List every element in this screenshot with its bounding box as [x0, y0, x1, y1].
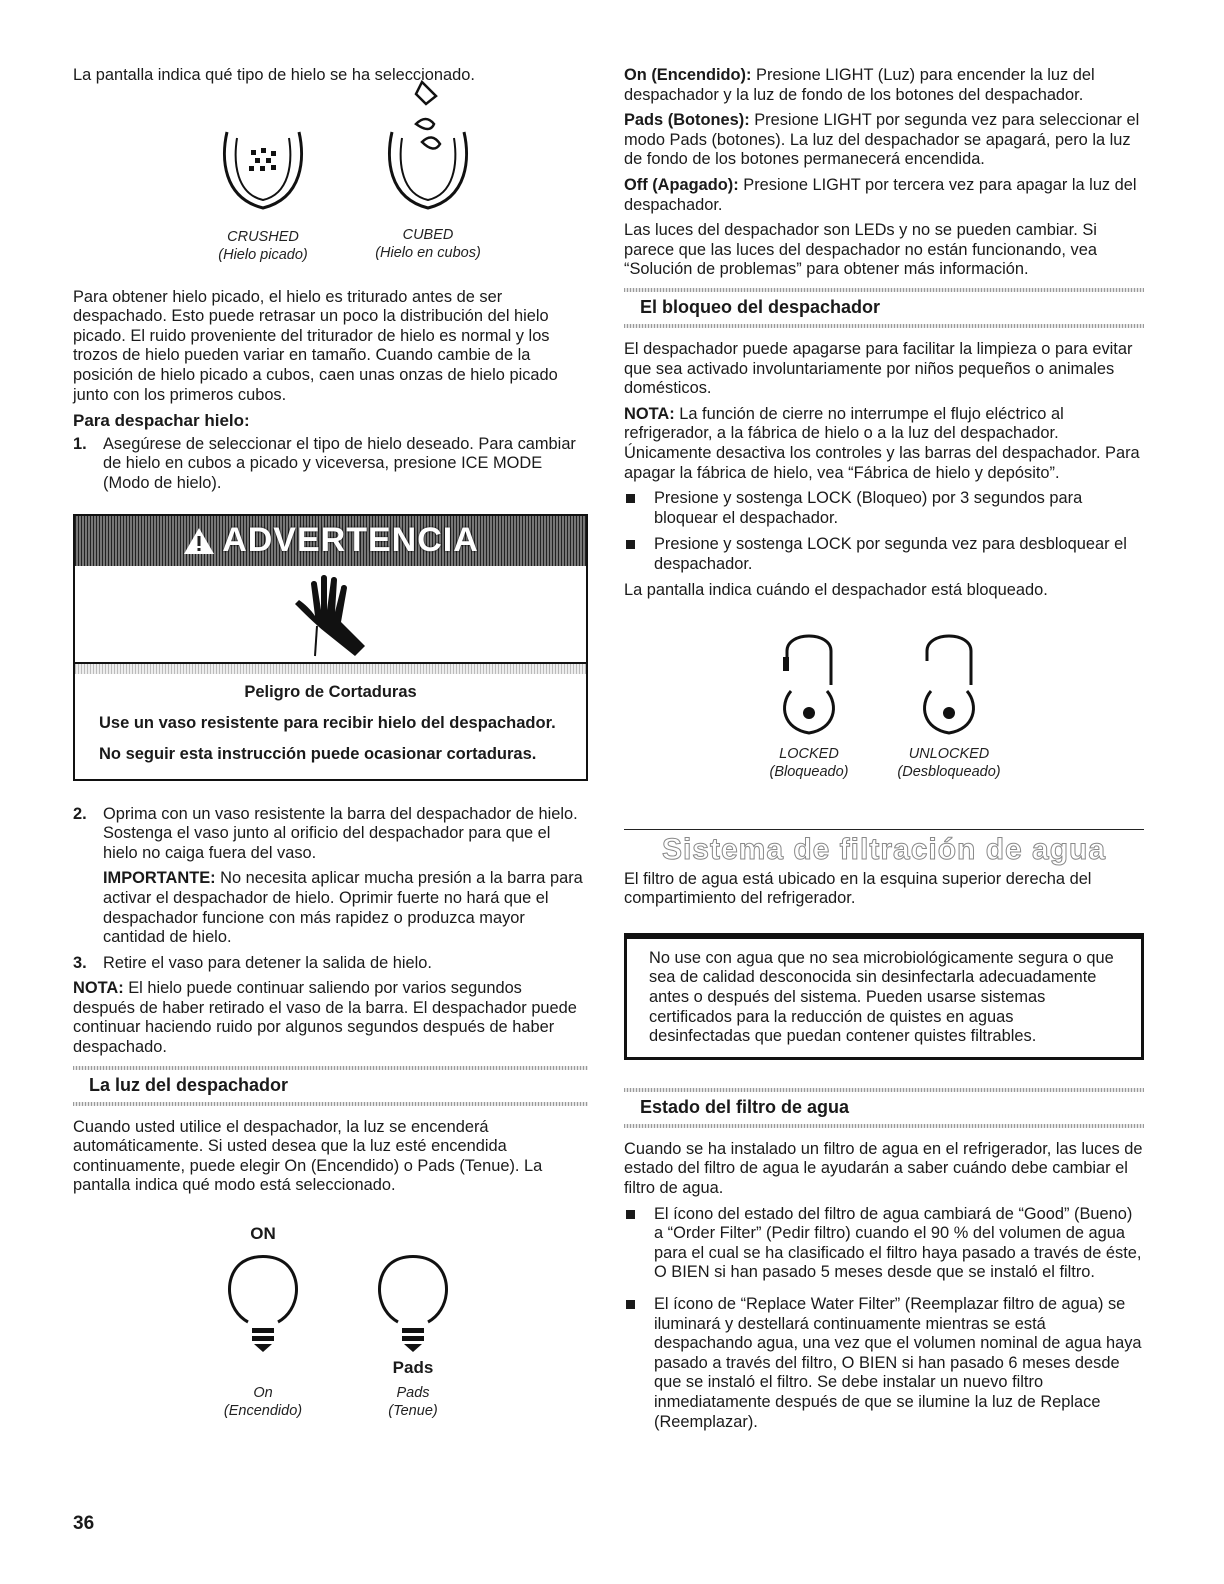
lock-note-text: La función de cierre no interrumpe el flujo eléctrico al refrigerador, a la fábrica de hielo o a la luz del despachador. Únicamente desactiva los controles y las barras del despachador. Para apagar la fábrica de hielo, vea “Fábrica de hielo y depósito”.: [624, 404, 1140, 482]
pads-mode-label: Pads (Botones):: [624, 111, 750, 130]
dispense-heading: Para despachar hielo:: [73, 411, 250, 431]
light-pads-figure: [343, 1224, 483, 1420]
step-1: [73, 435, 588, 494]
pads-mode-text: [624, 111, 1144, 170]
lock-bullet: Presione y sostenga LOCK por segunda vez para desbloquear el despachador.: [624, 535, 1144, 574]
cut-hazard-picture: [75, 566, 586, 664]
unlocked-sublabel: (Desbloqueado): [897, 764, 1001, 781]
ice-intro: La pantalla indica qué tipo de hielo se ha seleccionado.: [73, 66, 475, 84]
on-mode-description: Presione LIGHT (Luz) para encender la luz del despachador y la luz de fondo de los botones del despachador.: [624, 66, 1095, 104]
filter-caution-text: No use con agua que no sea microbiológicamente segura o que sea de calidad desconocida sin desinfectarla adecuadamente antes o después del sistema. Pueden usarse sistemas certificados para la reducción de quistes en aguas desinfectadas que puedan contener quistes filtrables.: [649, 948, 1114, 1046]
light-pads-label: Pads: [396, 1385, 430, 1402]
step-3-number: 3.: [73, 953, 87, 972]
off-mode-text: [624, 176, 1144, 215]
filter-caution-box: [624, 933, 1144, 1060]
unlocked-label: UNLOCKED: [908, 746, 990, 763]
lock-heading: El bloqueo del despachador: [640, 296, 881, 317]
leds-paragraph: Las luces del despachador son LEDs y no se pueden cambiar. Si parece que las luces del despachador no están funcionando, vea “Solución de problemas” para obtener más información.: [624, 221, 1097, 279]
step-2-number: 2.: [73, 804, 87, 823]
lock-icons: [624, 621, 1144, 821]
important-label: IMPORTANTE:: [103, 869, 216, 888]
unlocked-figure: [884, 621, 1014, 781]
dispense-steps-b: [73, 805, 588, 974]
warning-hazard-title: Peligro de Cortaduras: [244, 682, 417, 701]
light-bulb-pads-icon: [368, 1248, 458, 1358]
light-on-top-label: ON: [250, 1224, 276, 1244]
step-3-text: Retire el vaso para detener la salida de hielo.: [103, 953, 432, 972]
ice-note: [73, 979, 588, 1057]
step-2-text: Oprima con un vaso resistente la barra del despachador de hielo. Sostenga el vaso junto al orificio del despachador para que el hielo no caiga fuera del vaso.: [103, 804, 578, 862]
light-pads-sublabel: (Tenue): [388, 1403, 438, 1420]
crushed-glass-icon: [213, 98, 313, 218]
filter-status-section-heading: [624, 1086, 1144, 1130]
light-heading: La luz del despachador: [89, 1074, 289, 1095]
right-column: [624, 66, 1144, 1439]
step-1-text: Asegúrese de seleccionar el tipo de hielo deseado. Para cambiar de hielo en cubos a picado y viceversa, presione ICE MODE (Modo de hielo).: [103, 434, 576, 492]
crushed-ice-figure: [193, 98, 333, 264]
filter-section-rule: [624, 829, 1144, 830]
light-mode-icons: [73, 1204, 588, 1454]
locked-padlock-icon: [769, 621, 849, 741]
light-bulb-on-icon: [218, 1248, 308, 1358]
light-on-figure: [193, 1224, 333, 1420]
warning-divider: [75, 664, 586, 674]
locked-label: LOCKED: [779, 746, 839, 763]
left-column: [73, 66, 588, 1454]
warning-title: ADVERTENCIA: [222, 520, 479, 559]
lock-bullet: Presione y sostenga LOCK (Bloqueo) por 3 segundos para bloquear el despachador.: [624, 489, 1144, 528]
light-on-label: On: [253, 1385, 273, 1402]
lock-display-text: La pantalla indica cuándo el despachador está bloqueado.: [624, 581, 1048, 600]
step-1-number: 1.: [73, 434, 87, 453]
warning-body: [75, 674, 586, 779]
ice-note-label: NOTA:: [73, 979, 124, 998]
step-2: [73, 805, 588, 948]
lock-paragraph: El despachador puede apagarse para facilitar la limpieza o para evitar que sea activado involuntariamente por niños pequeños o animales domésticos.: [624, 339, 1133, 398]
warning-triangle-icon: [182, 526, 216, 556]
filter-status-heading: Estado del filtro de agua: [640, 1096, 850, 1117]
light-paragraph: Cuando usted utilice el despachador, la luz se encenderá automáticamente. Si usted desea que la luz esté encendida continuamente, puede elegir On (Encendido) o Pads (Tenue). La pantalla indica qué modo está seleccionado.: [73, 1117, 543, 1195]
lock-bullets: [624, 489, 1144, 574]
filter-status-bullets: [624, 1205, 1144, 1433]
crushed-paragraph: Para obtener hielo picado, el hielo es triturado antes de ser despachado. Esto puede retrasar un poco la distribución del hielo picado. El ruido proveniente del triturador de hielo es normal y los trozos de hielo pueden variar en tamaño. Cuando cambie de la posición de hielo picado a cubos, caen unas onzas de hielo picado junto con los primeros cubos.: [73, 287, 558, 404]
filter-section-title: Sistema de filtración de agua: [661, 833, 1107, 867]
cubed-glass-icon: [378, 78, 478, 218]
crushed-label: CRUSHED: [227, 228, 299, 245]
unlocked-padlock-icon: [909, 621, 989, 741]
step-3: [73, 954, 588, 974]
on-mode-label: On (Encendido):: [624, 66, 752, 84]
on-mode-text: [624, 66, 1144, 105]
off-mode-description: Presione LIGHT por tercera vez para apagar la luz del despachador.: [624, 175, 1137, 214]
warning-line-1: Use un vaso resistente para recibir hielo del despachador.: [99, 713, 556, 732]
warning-line-2: No seguir esta instrucción puede ocasionar cortaduras.: [99, 744, 537, 763]
pads-mode-description: Presione LIGHT por segunda vez para seleccionar el modo Pads (botones). La luz del despachador se apagará, pero la luz de fondo de los botones permanecerá encendida.: [624, 111, 1140, 169]
filter-status-bullet: El ícono de “Replace Water Filter” (Reemplazar filtro de agua) se iluminará y destellará continuamente mientras se está despachando agua, una vez que el volumen nominal de agua haya pasado a través del filtro, O BIEN si han pasado 6 meses desde que se instaló el filtro. Se debe instalar un nuevo filtro inmediatamente después de que se ilumine la luz de Replace (Reemplazar).: [624, 1295, 1144, 1432]
lock-note: [624, 405, 1144, 483]
ice-type-icons: [73, 98, 588, 274]
locked-figure: [759, 621, 859, 781]
crushed-sublabel: (Hielo picado): [218, 246, 308, 263]
lock-note-label: NOTA:: [624, 404, 675, 423]
warning-header: [75, 516, 586, 566]
cubed-label: CUBED: [402, 226, 454, 243]
light-pads-bottom-label: Pads: [392, 1358, 434, 1378]
filter-status-paragraph: Cuando se ha instalado un filtro de agua en el refrigerador, las luces de estado del filtro de agua le ayudarán a saber cuándo debe cambiar el filtro de agua.: [624, 1139, 1143, 1197]
filter-paragraph: El filtro de agua está ubicado en la esquina superior derecha del compartimiento del refrigerador.: [624, 869, 1092, 908]
lock-section-heading: [624, 286, 1144, 330]
cubed-ice-figure: [353, 78, 503, 262]
hand-cut-icon: [285, 570, 375, 660]
light-pads-top-label: [343, 1224, 483, 1244]
important-note: [103, 869, 588, 947]
light-on-sublabel: (Encendido): [223, 1403, 303, 1420]
locked-sublabel: (Bloqueado): [769, 764, 849, 781]
cubed-sublabel: (Hielo en cubos): [375, 244, 481, 261]
dispense-steps-a: [73, 435, 588, 494]
important-text: No necesita aplicar mucha presión a la barra para activar el despachador de hielo. Oprimir fuerte no hará que el despachador funcione con más rapidez o produzca mayor cantidad de hielo.: [103, 869, 583, 947]
filter-status-bullet: El ícono del estado del filtro de agua cambiará de “Good” (Bueno) a “Order Filter” (Pedir filtro) cuando el 90 % del volumen de agua para el cual se ha clasificado el filtro haya pasado a través de éste, O BIEN si han pasado 5 meses desde que se instaló el filtro.: [624, 1205, 1144, 1283]
light-section-heading: [73, 1064, 588, 1108]
off-mode-label: Off (Apagado):: [624, 175, 739, 194]
warning-box: [73, 514, 588, 781]
ice-note-text: El hielo puede continuar saliendo por varios segundos después de haber retirado el vaso de la barra. El despachador puede continuar haciendo ruido por algunos segundos después de haber despachado.: [73, 979, 577, 1057]
page-number: 36: [73, 1513, 95, 1534]
